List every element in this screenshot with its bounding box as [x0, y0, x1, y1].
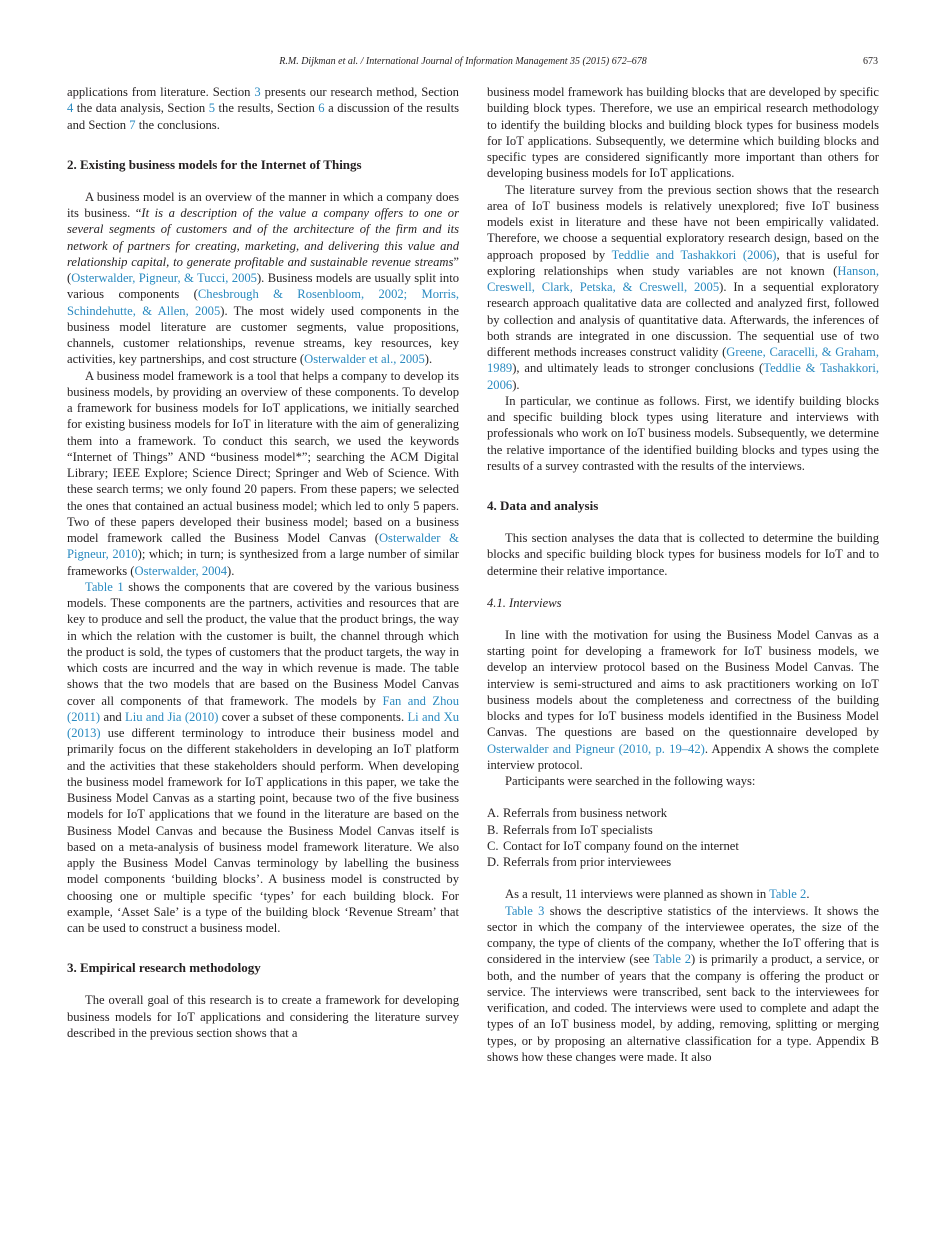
- text: shows the descriptive statistics of the interviews. It shows the sector in which the company of the interviewee operates, the size of the company, the type of clients of the company, whether the IoT offering that is considered in the interview (see: [487, 903, 879, 967]
- text: a discussion of the results and Section: [67, 101, 459, 132]
- section-2-paragraph-1: [67, 189, 459, 368]
- citation-link[interactable]: Li and Xu (2013): [67, 709, 459, 740]
- table-2-link[interactable]: Table 2: [653, 952, 692, 967]
- citation-link[interactable]: Osterwalder and Pigneur (2010, p. 19–42): [487, 741, 705, 756]
- left-column: [67, 84, 459, 1041]
- text: applications from literature. Section: [67, 85, 255, 99]
- section-5-link[interactable]: 5: [208, 101, 216, 116]
- list-item-text: Referrals from business network: [503, 806, 668, 821]
- quote: It is a description of the value a company offers to one or several segments of customers and of the architecture of the firm and its network of partners for creating, marketing, and delivering this value and relationship capital, to generate profitable and sustainable revenue streams: [67, 206, 459, 269]
- section-3-paragraph-1: The overall goal of this research is to create a framework for developing business models for IoT applications and considering the literature survey described in the previous section shows that a: [67, 993, 459, 1040]
- text: and: [100, 709, 126, 724]
- section-3-heading: 3. Empirical research methodology: [67, 960, 261, 976]
- list-item: [487, 822, 879, 838]
- text: the conclusions.: [135, 117, 220, 132]
- text: .: [806, 887, 810, 902]
- text: ), and ultimately leads to stronger conclusions (: [512, 361, 764, 376]
- section-3-paragraph-1-continued: business model framework has building blocks that are developed by specific building block types. Therefore, we use an empirical research methodology to identify the building blocks and building block types for business models for IoT applications. Subsequently, we determine which building blocks and specific types are considered significantly more important than others for developing business models for IoT applications.: [487, 85, 879, 181]
- list-marker: C.: [487, 838, 499, 853]
- text: ); which; in turn; is synthesized from a large number of similar frameworks (: [67, 547, 459, 578]
- citation-link[interactable]: Osterwalder et al., 2005: [304, 352, 425, 367]
- section-2-paragraph-2: [67, 368, 459, 579]
- subsection-4-1-paragraph-2: Participants were searched in the following ways:: [505, 774, 756, 788]
- text: the results, Section: [215, 101, 319, 116]
- text: cover a subset of these components.: [218, 709, 408, 724]
- text: In line with the motivation for using the Business Model Canvas as a starting point for developing a framework for IoT business models, we develop an interview protocol based on the Business Model Canvas. The interview is semi-structured and aims to ask practitioners working on IoT business models about the completeness and correctness of the building blocks and types for IoT business models identified in the Business Model Canvas. The questions are based on the questionnaire developed by: [487, 627, 879, 740]
- subsection-4-1-heading: 4.1. Interviews: [487, 595, 562, 610]
- list-item-text: Contact for IoT company found on the internet: [503, 838, 739, 853]
- text: shows the components that are covered by the various business models. These components are the partners, activities and resources that are key to produce and sell the product, the value that the product brings, the way in which the relation with the customer is built, the channel through which the product is sold, the types of customers that the product targets, the way in which costs are incurred and the way in which revenue is made. The table shows that the two models that are based on the Business Model Canvas cover all components of that framework. The models by: [67, 579, 460, 708]
- list-item: [487, 805, 879, 821]
- text: presents our research method, Section: [260, 85, 459, 99]
- intro-paragraph: [67, 84, 459, 133]
- text: As a result, 11 interviews were planned as shown in: [505, 887, 770, 902]
- text: use different terminology to introduce their business model and primarily focus on the different stakeholders in developing an IoT platform and the activities that these stakeholders should perform. When developing the business model framework for IoT applications in this paper, we take the Business Model Canvas as a starting point, because two of the five business models for IoT applications that we found in the literature are based on the Business Model Canvas and because the Business Model Canvas itself is based on a meta-analysis of business model framework literature. We also apply the Business Model Canvas terminology by labelling the business model components ‘building blocks’. A business model is constructed by choosing one or multiple specific ‘types’ for each building block. For example, ‘Asset Sale’ is a type of the building block ‘Revenue Stream’ that can be used to construct a business model.: [67, 726, 459, 935]
- text: ) is primarily a product, a service, or both, and the number of years that the company is offering the product or service. The interviews were transcribed, sent back to the interviewees for verification, and coded. The interviews were used to complete and adapt the types of an IoT business model, by adding, removing, splitting or merging types, or by proposing an alternative classification for a type. Appendix B shows how these changes were made. It also: [487, 952, 879, 1064]
- subsection-4-1-paragraph-4: [487, 903, 879, 1066]
- right-column: [487, 84, 879, 1065]
- citation-link[interactable]: Osterwalder & Pigneur, 2010: [67, 531, 459, 562]
- list-item: [487, 838, 879, 854]
- section-6-link[interactable]: 6: [318, 101, 325, 116]
- text: ).: [424, 352, 433, 367]
- participant-sources-list: [487, 805, 879, 870]
- citation-link[interactable]: Fan and Zhou (2011): [67, 693, 459, 724]
- text: the data analysis, Section: [73, 101, 209, 116]
- section-3-paragraph-2: [487, 182, 879, 393]
- text: ). In a sequential exploratory research approach qualitative data are collected and analyzed first, followed by collection and analysis of quantitative data. Afterwards, the inferences of both strands are integrated in one discussion. The sequential use of two different methods increases construct validity (: [487, 280, 880, 359]
- subsection-4-1-paragraph-3: [487, 886, 879, 902]
- citation-link[interactable]: Osterwalder, 2004: [134, 563, 228, 578]
- page-header: [0, 56, 926, 70]
- text: ” (: [67, 254, 459, 285]
- table-1-link[interactable]: Table 1: [85, 579, 124, 594]
- list-item-text: Referrals from IoT specialists: [503, 822, 653, 837]
- section-2-paragraph-3: [67, 579, 459, 937]
- text: , that is useful for exploring relationships when study variables are not known (: [487, 247, 879, 278]
- section-4-heading: 4. Data and analysis: [487, 498, 599, 513]
- list-item-text: Referrals from prior interviewees: [503, 855, 672, 869]
- text: ).: [227, 563, 235, 578]
- text: ).: [512, 377, 520, 392]
- text: ). The most widely used components in the business model literature are customer segments, value propositions, channels, customer relationships, revenue streams, key resources, key activities, key partnerships, and cost structure (: [67, 303, 459, 367]
- citation-link[interactable]: Greene, Caracelli, & Graham, 1989: [487, 345, 879, 376]
- table-2-link[interactable]: Table 2: [769, 887, 807, 902]
- list-item: [487, 854, 879, 870]
- list-marker: D.: [487, 855, 500, 869]
- list-marker: A.: [487, 806, 500, 821]
- citation-link[interactable]: Teddlie & Tashakkori, 2006: [487, 361, 879, 392]
- citation-link[interactable]: Hanson, Creswell, Clark, Petska, & Creswell, 2005: [487, 263, 879, 294]
- section-4-link[interactable]: 4: [67, 101, 74, 116]
- table-3-link[interactable]: Table 3: [505, 903, 545, 918]
- text: A business model framework is a tool that helps a company to develop its business models, by providing an overview of these components. To develop a framework for business models for IoT applications, we initially searched for existing business models for IoT in literature with the aim of generalizing them into a framework. To conduct this search, we used the keywords “Internet of Things” AND “business model*”; searching the ACM Digital Library; IEEE Explore; Science Direct; Springer and Web of Science. With these search terms; we only found 20 papers. From these papers; we selected the ones that contained an actual business model; which led to only 5 papers. Two of these papers developed their business model; based on a business model framework called the Business Model Canvas (: [67, 368, 459, 545]
- subsection-4-1-paragraph-1: [487, 627, 879, 773]
- text: The literature survey from the previous section shows that the research area of IoT business models is relatively unexplored; five IoT business models exist in literature and these have not been empirically validated. Therefore, we choose a sequential exploratory research design, based on the approach proposed by: [487, 182, 879, 262]
- citation-link[interactable]: Osterwalder, Pigneur, & Tucci, 2005: [71, 271, 257, 285]
- citation-link[interactable]: Liu and Jia (2010): [125, 709, 219, 724]
- section-2-heading: 2. Existing business models for the Internet of Things: [67, 156, 362, 172]
- citation-link[interactable]: Teddlie and Tashakkori (2006): [611, 247, 777, 262]
- section-3-link[interactable]: 3: [254, 85, 261, 99]
- section-4-paragraph-1: This section analyses the data that is collected to determine the building blocks and specific building block types for business models for IoT and to determine their relative importance.: [487, 531, 879, 578]
- text: . Appendix A shows the complete interview protocol.: [487, 741, 879, 772]
- text: ). Business models are usually split into various components (: [67, 271, 459, 302]
- list-marker: B.: [487, 822, 499, 837]
- running-title: R.M. Dijkman et al. / International Journal of Information Management 35 (2015) 672–678: [279, 56, 647, 67]
- text: A business model is an overview of the manner in which a company does its business. “: [67, 189, 459, 220]
- citation-link[interactable]: Chesbrough & Rosenbloom, 2002; Morris, Schindehutte, & Allen, 2005: [67, 287, 459, 318]
- section-3-paragraph-3: In particular, we continue as follows. First, we identify building blocks and specific building block types using literature and interviews with professionals who work on IoT business models. Subsequently, we determine the relative importance of the identified building blocks and types using the results of a survey contrasted with the results of the interviews.: [487, 393, 879, 473]
- section-7-link[interactable]: 7: [129, 117, 136, 132]
- page-number: 673: [863, 56, 878, 67]
